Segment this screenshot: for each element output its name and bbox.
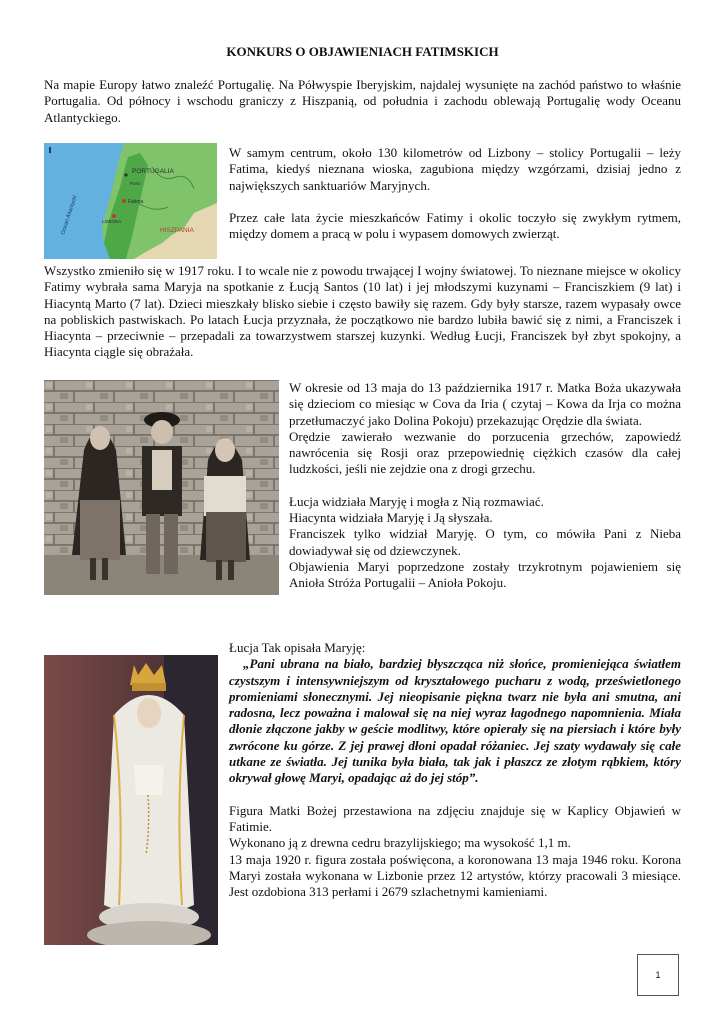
apparitions-section — [289, 380, 681, 592]
map-label-lizbona: LIZBONA — [102, 219, 122, 224]
apparitions-paragraph-2: Orędzie zawierało wezwanie do porzucenia grzechów, zapowiedź nawrócenia się Rosji oraz przepowiednię ciężkich czasów dla całej ludzkości, jeśli nie zejdzie ona z drogi grzechu. — [289, 428, 681, 477]
statue-graphic — [44, 655, 218, 945]
fatima-paragraph-2: Przez całe lata życie mieszkańców Fatimy i okolic toczyło się zwykłym rytmem, między domem a pracą w polu i wypasem domowych zwierząt. — [229, 209, 681, 242]
fatima-description — [229, 145, 681, 242]
fatima-paragraph-1: W samym centrum, około 130 kilometrów od Lizbony – stolicy Portugalii – leży Fatima, kiedyś nieznana wioska, zagubiona między wzgórzami, dzisiaj jedno z największych sanktuariów Maryjnych. — [229, 145, 681, 193]
children-graphic — [44, 380, 279, 595]
map-label-fatima: Fatima — [128, 199, 144, 205]
seers-line-2: Hiacynta widziała Maryję i Ją słyszała. — [289, 510, 493, 526]
quote-intro: Łucja Tak opisała Maryję: — [229, 640, 366, 655]
statue-line-2: Wykonano ją z drewna cedru brazylijskiego; ma wysokość 1,1 m. — [229, 835, 571, 851]
lucia-quote-text: „Pani ubrana na biało, bardziej błyszcząca niż słońce, promieniejąca światłem czystszym i intensywniejszym od kryształowego pucharu z wodą, prześwietlonego promieniami słonecznymi. Jej nieopisanie piękna twarz nie była ani smutna, ani radosna, lecz poważna i malował się na niej wyraz łagodnego napomnienia. Miała dłonie złączone jakby w geście modlitwy, które opierały się na piersiach i które były zwrócone ku górze. Z jej prawej dłoni opadał różaniec. Jej szaty wydawały się całe utkane ze światła. Jej tunika była biała, tak jak i płaszcz ze złotym rąbkiem, który okrywał głowę Maryi, opadając aż do jej stóp”. — [229, 656, 681, 786]
seers-line-1: Łucja widziała Maryję i mogła z Nią rozmawiać. — [289, 493, 544, 509]
apparitions-paragraph-1: W okresie od 13 maja do 13 października 1917 r. Matka Boża ukazywała się dzieciom co miesiąc w Cova da Iria ( czytaj – Kowa da Irja co można przetłumaczyć jako Dolina Pokoju) przekazując Orędzie dla świata. — [289, 380, 681, 428]
map-label-porto: Porto — [130, 181, 141, 186]
three-children-photo — [44, 380, 279, 595]
map-label-ocean: Ocean Atlantycki — [60, 194, 79, 236]
statue-line-1: Figura Matki Bożej przestawiona na zdjęciu znajduje się w Kaplicy Objawień w Fatimie. — [229, 802, 681, 834]
map-label-hiszpania: HISZPANIA — [160, 227, 194, 234]
statue-line-3: 13 maja 1920 r. figura została poświęcona, a koronowana 13 maja 1946 roku. Korona Maryi została wykonana w Lizbonie przez 12 artystów, którzy pracowali 3 miesiące. Jest ozdobiona 313 perłami i 2679 szlachetnymi kamieniami. — [229, 851, 681, 900]
document-title: KONKURS O OBJAWIENIACH FATIMSKICH — [226, 44, 499, 59]
our-lady-statue-photo — [44, 655, 218, 945]
history-paragraph — [44, 263, 681, 361]
intro-paragraph — [44, 77, 681, 126]
quote-section — [229, 640, 681, 900]
intro-text: Na mapie Europy łatwo znaleźć Portugalię. Na Półwyspie Iberyjskim, najdalej wysunięte na zachód państwo to właśnie Portugalia. Od północy i wschodu graniczy z Hiszpanią, od południa i zachodu oblewają Portugalię wody Oceanu Atlantyckiego. — [44, 77, 681, 125]
seers-line-3: Franciszek tylko widział Maryję. O tym, co mówiła Pani z Nieba dowiadywał się od dziewczynek. — [289, 526, 681, 558]
history-text: Wszystko zmieniło się w 1917 roku. I to wcale nie z powodu trwającej I wojny światowej. To nieznane miejsce w okolicy Fatimy wybrała sama Maryja na spotkanie z Łucją Santos (10 lat) i jej młodszymi kuzynami – Franciszkiem (9 lat) i Hiacyntą Marto (7 lat). Dzieci mieszkały blisko siebie i często bawiły się razem. Gdy były starsze, razem wypasały owce na pobliskich pastwiskach. Po latach Łucja przyznała, że początkowo nie bardzo lubiła bawić się z nimi, a Franciszek i Hiacynta – przeciwnie – przepadali za towarzystwem starszej kuzynki. Według Łucji, Franciszek był zbyt spokojny, a Hiacynta ciągle się obrażała. — [44, 263, 681, 360]
page-number: 1 — [655, 970, 661, 980]
portugal-map-image — [44, 143, 217, 259]
seers-line-4: Objawienia Maryi poprzedzone zostały trzykrotnym pojawieniem się Anioła Stróża Portugalii – Anioła Pokoju. — [289, 558, 681, 591]
lucia-quote — [229, 656, 681, 786]
map-graphic — [44, 143, 217, 259]
map-label-portugalia: PORTUGALIA — [132, 168, 174, 175]
page-number-box — [637, 954, 679, 996]
